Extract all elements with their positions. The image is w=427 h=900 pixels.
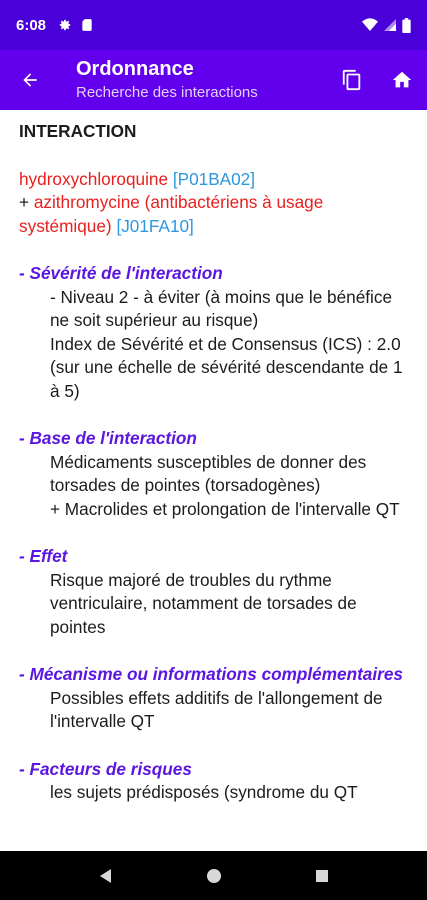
section-text: Index de Sévérité et de Consensus (ICS) : 2.0 (sur une échelle de sévérité descendante de 1 à 5) bbox=[50, 333, 403, 401]
signal-icon bbox=[384, 18, 396, 32]
gear-icon bbox=[58, 18, 72, 32]
section-mechanism bbox=[19, 663, 409, 734]
nav-back-icon[interactable] bbox=[98, 868, 114, 884]
back-arrow-icon bbox=[20, 70, 40, 90]
section-text: - Niveau 2 - à éviter (à moins que le bénéfice ne soit supérieur au risque) bbox=[50, 286, 393, 330]
section-title: - Effet bbox=[19, 546, 68, 566]
section-text: Possibles effets additifs de l'allongement de l'intervalle QT bbox=[50, 687, 383, 731]
back-button[interactable] bbox=[0, 50, 60, 110]
page-title: Ordonnance bbox=[76, 58, 194, 80]
interaction-details[interactable] bbox=[0, 110, 427, 851]
section-risk-factors bbox=[19, 758, 409, 805]
drug-2 bbox=[19, 191, 409, 238]
nav-home-icon[interactable] bbox=[206, 868, 222, 884]
section-text: + Macrolides et prolongation de l'intervalle QT bbox=[50, 498, 400, 519]
page-subtitle: Recherche des interactions bbox=[76, 84, 258, 101]
home-icon bbox=[391, 69, 413, 91]
drug-1-code: [P01BA02] bbox=[172, 168, 256, 189]
system-nav-bar bbox=[0, 851, 427, 900]
interaction-heading: INTERACTION bbox=[19, 121, 137, 141]
drug-2-code: [J01FA10] bbox=[116, 215, 194, 236]
status-bar bbox=[0, 0, 427, 50]
section-text: les sujets prédisposés (syndrome du QT bbox=[50, 782, 358, 802]
app-bar bbox=[0, 50, 427, 110]
copy-icon bbox=[341, 69, 363, 91]
drug-1-name: hydroxychloroquine bbox=[19, 168, 169, 189]
sd-card-icon bbox=[80, 18, 94, 32]
section-effect bbox=[19, 545, 409, 639]
section-severity bbox=[19, 262, 409, 403]
section-title: - Base de l'interaction bbox=[19, 428, 197, 448]
nav-recents-icon[interactable] bbox=[314, 868, 330, 884]
section-title: - Facteurs de risques bbox=[19, 758, 192, 779]
battery-icon bbox=[402, 18, 411, 33]
section-title: - Sévérité de l'interaction bbox=[19, 263, 223, 283]
drug-2-name: azithromycine (antibactériens à usage systémique) bbox=[19, 192, 324, 236]
drug-2-prefix: + bbox=[19, 192, 34, 212]
wifi-icon bbox=[362, 18, 378, 32]
section-title: - Mécanisme ou informations complémentaires bbox=[19, 664, 403, 684]
section-text: Risque majoré de troubles du rythme ventriculaire, notamment de torsades de pointes bbox=[50, 569, 357, 637]
status-time: 6:08 bbox=[16, 16, 47, 34]
copy-button[interactable] bbox=[327, 50, 377, 110]
section-text: Médicaments susceptibles de donner des torsades de pointes (torsadogènes) bbox=[50, 451, 367, 495]
drug-1 bbox=[19, 168, 409, 192]
drug-pair bbox=[19, 168, 409, 239]
home-button[interactable] bbox=[377, 50, 427, 110]
section-basis bbox=[19, 427, 409, 521]
